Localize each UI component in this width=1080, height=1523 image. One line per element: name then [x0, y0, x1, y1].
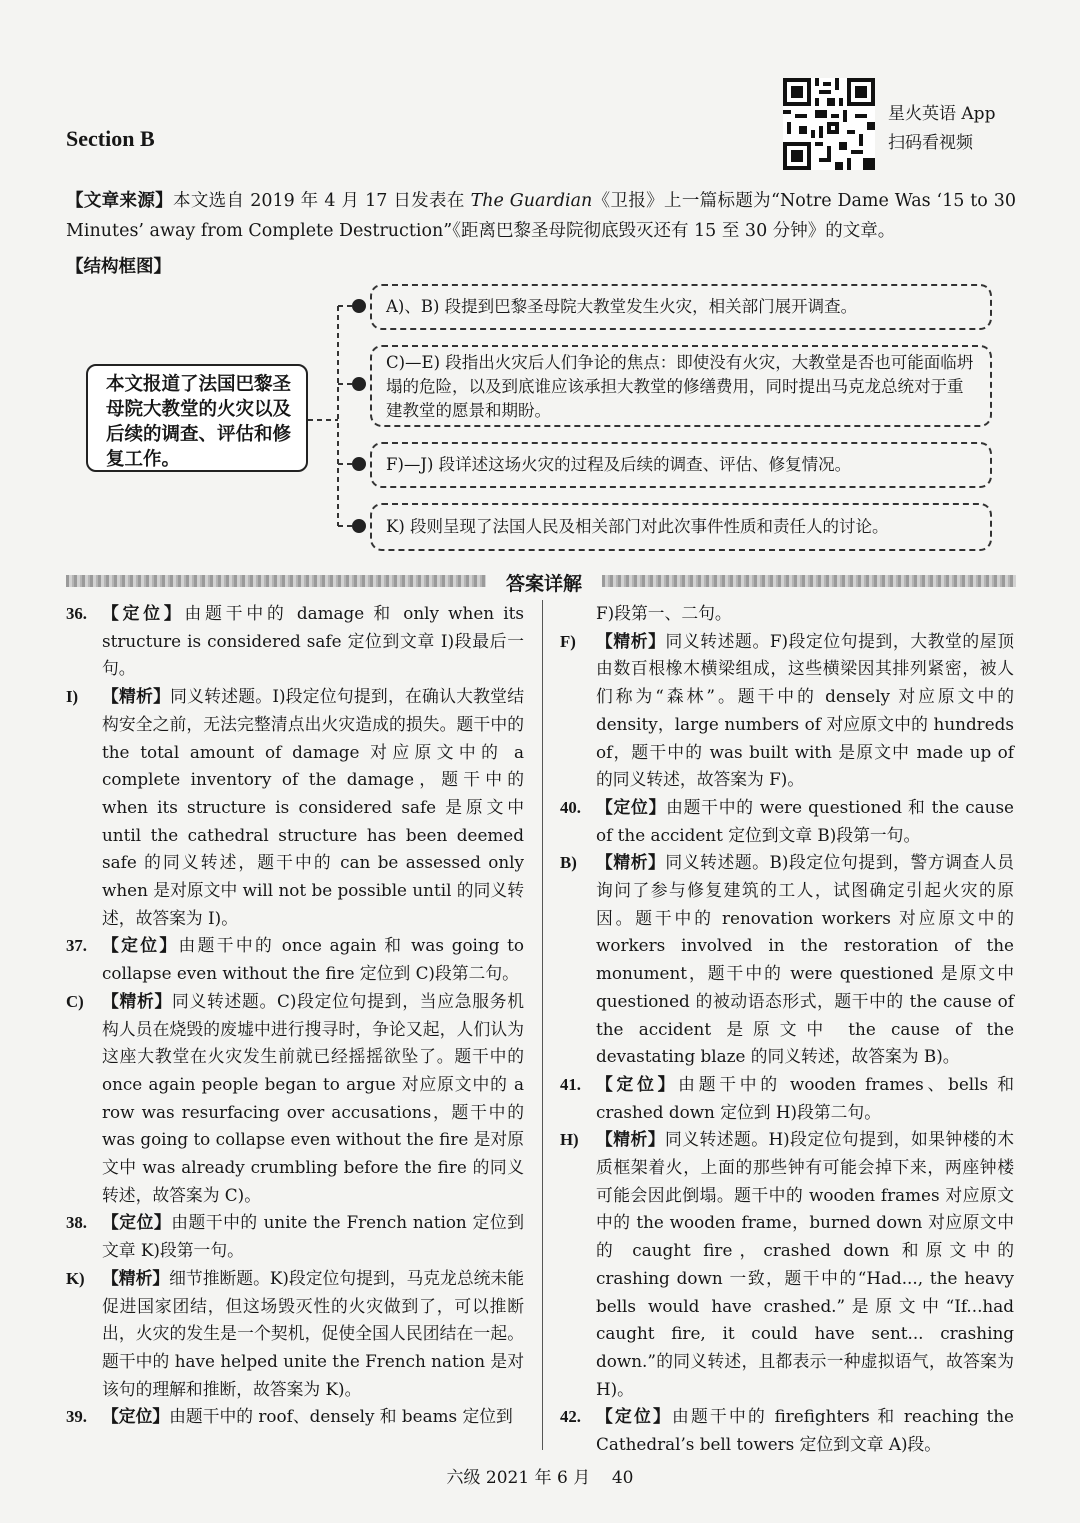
item-label: 【定位】	[596, 1073, 679, 1094]
answer-column-left	[66, 600, 524, 1431]
answer-analysis	[560, 849, 1014, 1071]
item-text: 由题干中的 firefighters 和 reaching the Cathedral’s bell towers 定位到文章 A)段。	[596, 1406, 1014, 1455]
structure-frame-label: 【结构框图】	[66, 257, 171, 277]
item-label: 【精析】	[596, 630, 666, 651]
branch-box-c-e: C)—E) 段指出火灾后人们争论的焦点：即使没有火灾，大教堂是否也可能面临坍塌的危险，以及到底谁应该承担大教堂的修缮费用，同时提出马克龙总统对于重建教堂的愿景和期盼。	[370, 345, 992, 427]
item-key: 38.	[66, 1213, 87, 1233]
branch-dot	[352, 299, 366, 313]
item-label: 【精析】	[596, 852, 666, 873]
item-label: 【精析】	[102, 686, 171, 707]
answer-analysis	[66, 1265, 524, 1404]
frame-connectors	[300, 280, 380, 550]
item-key: I)	[66, 687, 79, 707]
item-text: 同义转述题。H)段定位句提到，如果钟楼的木质框架着火，上面的那些钟有可能会掉下来，两座钟楼可能会因此倒塌。题干中的 wooden frames 对应原文中的 the wooden frame，burned down 对应原文中的 caught fire，crashed down 和原文中的 crashing down 一致，题干中的“Had..., the heavy bells would have crashed.”是原文中“If...had caught fire, it could have sent... crashing down.”的同义转述，且都表示一种虚拟语气，故答案为 H)。	[596, 1129, 1014, 1399]
answer-analysis	[560, 628, 1014, 794]
item-text: 由题干中的 were questioned 和 the cause of the accident 定位到文章 B)段第一句。	[596, 796, 1014, 845]
article-source	[66, 186, 1016, 246]
item-key: 40.	[560, 797, 581, 817]
question-locate	[66, 600, 524, 683]
answer-divider	[66, 569, 1016, 593]
app-name: 星火英语 App	[888, 104, 996, 124]
item-key: 37.	[66, 936, 87, 956]
answer-analysis	[560, 600, 1014, 628]
answer-column-right	[560, 600, 1014, 1459]
app-promo	[888, 100, 995, 158]
item-text: 细节推断题。K)段定位句提到，马克龙总统未能促进国家团结，但这场毁灭性的火灾做到了，可以推断出，火灾的发生是一个契机，促使全国人民团结在一起。题干中的 have helped unite the French nation 是对该句的理解和推断，故答案为 K)。	[102, 1267, 524, 1399]
item-text: 由题干中的 once again 和 was going to collapse even without the fire 定位到 C)段第二句。	[102, 935, 524, 984]
source-label: 【文章来源】	[66, 191, 174, 211]
branch-dot	[352, 457, 366, 471]
column-rule	[542, 600, 543, 1450]
item-key: 39.	[66, 1407, 87, 1427]
item-key: C)	[66, 991, 84, 1011]
branch-dot	[352, 519, 366, 533]
item-text: 由题干中的 damage 和 only when its structure is considered safe 定位到文章 I)段最后一句。	[102, 603, 524, 679]
answer-analysis	[560, 1126, 1014, 1403]
item-text: 由题干中的 unite the French nation 定位到文章 K)段第一句。	[102, 1212, 524, 1261]
answer-section-title: 答案详解	[505, 573, 582, 595]
item-label: 【精析】	[596, 1129, 666, 1150]
question-locate	[66, 1209, 524, 1264]
item-text: F)段第一、二句。	[596, 603, 732, 623]
branch-dot	[352, 377, 366, 391]
app-hint: 扫码看视频	[888, 133, 973, 153]
item-text: 同义转述题。B)段定位句提到，警方调查人员询问了参与修复建筑的工人，试图确定引起火灾的原因。题干中的 renovation workers 对应原文中的 workers involved in the restoration of the monument，题干中的 were questioned 是原文中 questioned 的被动语态形式，题干中的 the cause of the accident 是原文中 the cause of the devastating blaze 的同义转述，故答案为 B)。	[596, 852, 1014, 1067]
question-locate	[560, 1071, 1014, 1126]
answer-analysis	[66, 683, 524, 932]
item-text: 由题干中的 wooden frames、bells 和 crashed down 定位到 H)段第二句。	[596, 1073, 1014, 1122]
divider-bar-right	[602, 575, 1016, 587]
item-key: K)	[66, 1268, 85, 1288]
item-label: 【定位】	[102, 1212, 172, 1233]
question-locate	[560, 794, 1014, 849]
item-text: 同义转述题。C)段定位句提到，当应急服务机构人员在烧毁的废墟中进行搜寻时，争论又起，人们认为这座大教堂在火灾发生前就已经摇摇欲坠了。题干中的 once again people began to argue 对应原文中的 a row was resurfacing over accusations，题干中的 was going to collapse even without the fire 是对原文中 was already crumbling before the fire 的同义转述，故答案为 C)。	[102, 990, 524, 1205]
branch-box-k: K) 段则呈现了法国人民及相关部门对此次事件性质和责任人的讨论。	[370, 503, 992, 551]
question-locate	[66, 932, 524, 987]
publication-name: The Guardian	[470, 191, 593, 211]
source-text-1: 本文选自 2019 年 4 月 17 日发表在	[173, 191, 471, 211]
item-key: 36.	[66, 604, 87, 623]
item-label: 【精析】	[102, 990, 173, 1011]
branch-box-f-j: F)—J) 段详述这场火灾的过程及后续的调查、评估、修复情况。	[370, 442, 992, 488]
item-key: 42.	[560, 1407, 581, 1427]
summary-box: 本文报道了法国巴黎圣母院大教堂的火灾以及后续的调查、评估和修复工作。	[86, 364, 308, 472]
answer-analysis	[66, 988, 524, 1210]
qr-code	[783, 78, 875, 170]
question-locate	[66, 1403, 524, 1431]
item-key: H)	[560, 1130, 579, 1150]
item-label: 【定位】	[102, 603, 185, 623]
item-label: 【定位】	[596, 796, 667, 817]
item-key: F)	[560, 631, 576, 651]
item-key: 41.	[560, 1074, 581, 1094]
page-number: 40	[611, 1468, 634, 1488]
source-text-2: 《卫报》上一篇标题为“Notre Dame Was ‘15 to 30 Minutes’ away from Complete Destruction”《距离巴黎圣母院彻底毁灭还有 15 至 30 分钟》的文章。	[66, 191, 1016, 241]
item-text: 同义转述题。F)段定位句提到，大教堂的屋顶由数百根橡木横梁组成，这些横梁因其排列紧密，被人们称为“森林”。题干中的 densely 对应原文中的 density，large numbers of 对应原文中的 hundreds of，题干中的 was built with 是原文中 made up of 的同义转述，故答案为 F)。	[596, 630, 1014, 790]
branch-box-a-b: A)、B) 段提到巴黎圣母院大教堂发生火灾，相关部门展开调查。	[370, 284, 992, 330]
question-locate	[560, 1403, 1014, 1458]
section-title: Section B	[66, 126, 155, 151]
item-text: 由题干中的 roof、densely 和 beams 定位到	[169, 1406, 513, 1427]
item-label: 【精析】	[102, 1267, 170, 1288]
item-key: B)	[560, 853, 577, 873]
page-footer	[0, 1463, 1080, 1488]
item-label: 【定位】	[596, 1406, 673, 1427]
divider-bar-left	[66, 575, 486, 587]
item-text: 同义转述题。I)段定位句提到，在确认大教堂结构安全之前，无法完整清点出火灾造成的损失。题干中的 the total amount of damage 对应原文中的 a complete inventory of the damage，题干中的 when its structure is considered safe 是原文中 until the cathedral structure has been deemed safe 的同义转述，题干中的 can be assessed only when 是对原文中 will not be possible until 的同义转述，故答案为 I)。	[102, 686, 524, 928]
item-label: 【定位】	[102, 935, 179, 956]
exam-level: 六级 2021 年 6 月	[446, 1468, 591, 1488]
item-label: 【定位】	[102, 1406, 170, 1427]
